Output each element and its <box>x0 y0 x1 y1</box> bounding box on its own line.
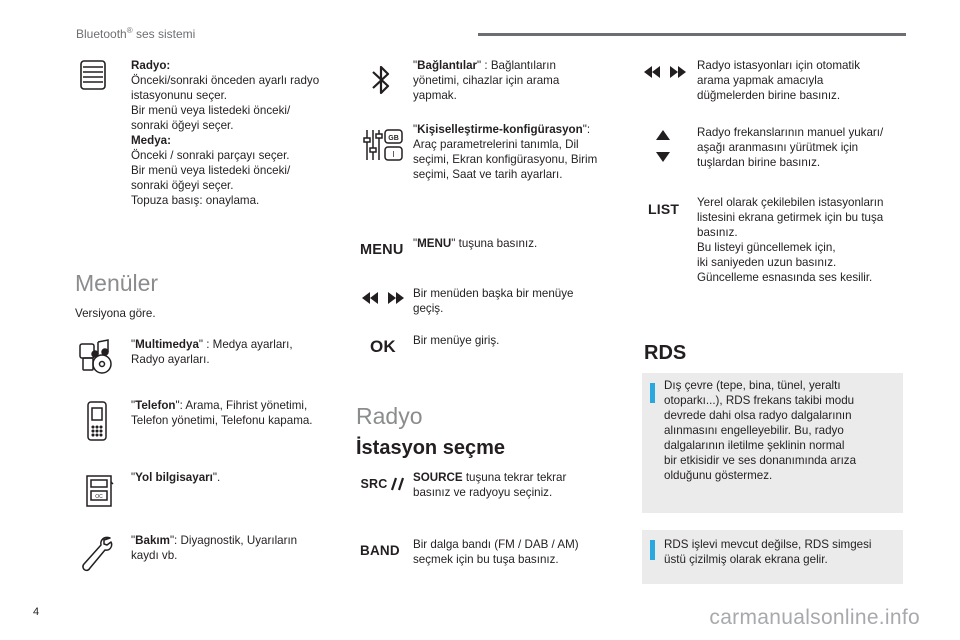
header-rule <box>478 33 906 36</box>
seek-arrows-icon <box>644 64 686 80</box>
trip-computer-description: "Yol bilgisayarı". <box>131 471 221 484</box>
personalization-description: "Kişiselleştirme-konfigürasyon": Araç parametrelerini tanımla, Dil seçimi, Ekran konfigürasyonu, Birim seçimi, Saat ve tarih ayarları. <box>413 123 598 181</box>
section-title-rest: ses sistemi <box>132 27 196 41</box>
ok-description: Bir menüye giriş. <box>413 334 500 347</box>
band-button-icon: BAND <box>360 543 400 558</box>
trip-computer-icon <box>84 472 114 510</box>
media-label: Medya: <box>131 134 171 147</box>
rds-unavailable-box <box>642 530 903 584</box>
source-description <box>413 470 613 500</box>
svg-text:OC: OC <box>95 494 103 500</box>
source-text: tuşuna tekrar tekrar basınız ve radyoyu seçiniz. <box>413 471 567 499</box>
ok-button-icon: OK <box>370 337 396 356</box>
rds-info-text: Dış çevre (tepe, bina, tünel, yeraltı otoparkı...), RDS frekans takibi modu devrede dahi olsa radyo dalgalarının alınmasını engelleyebilir. Bu, radyo dalgalarının iletilme şeklinin normal bir etkisidir ve ses donanımında arıza olduğunu göstermez. <box>664 379 857 482</box>
media-text: Önceki / sonraki parçayı seçer. Bir menü veya listedeki önceki/ sonraki öğeyi seçer. Topuza basış: onaylama. <box>131 149 291 207</box>
phone-description: "Telefon": Arama, Fihrist yönetimi, Telefon yönetimi, Telefonu kapama. <box>131 399 313 427</box>
menu-switch-description: Bir menüden başka bir menüye geçiş. <box>413 287 574 315</box>
info-icon <box>650 540 655 560</box>
up-down-arrows-icon <box>654 128 672 164</box>
station-select-heading: İstasyon seçme <box>356 437 505 459</box>
src-label: SRC <box>360 477 388 491</box>
src-button-icon <box>360 476 406 492</box>
section-title <box>76 26 195 41</box>
auto-search-description: Radyo istasyonları için otomatik arama yapmak amacıyla düğmelerden birine basınız. <box>697 59 861 102</box>
radio-heading: Radyo <box>356 403 423 429</box>
list-lines-icon <box>80 58 106 92</box>
bluetooth-icon <box>370 62 392 98</box>
menu-description: "MENU" tuşuna basınız. <box>413 237 538 250</box>
svg-text:GB: GB <box>388 135 399 142</box>
yol-text: ". <box>212 471 221 484</box>
list-button-icon: LIST <box>648 201 680 217</box>
multimedia-text: " : Medya ayarları, Radyo ayarları. <box>131 338 293 366</box>
radio-media-description <box>131 58 341 208</box>
radio-label: Radyo: <box>131 59 171 72</box>
multimedia-description: "Multimedya" : Medya ayarları, Radyo ayarları. <box>131 338 293 366</box>
source-bold: SOURCE <box>413 471 463 484</box>
registered-mark: ® <box>126 26 133 35</box>
src-slashes-icon <box>390 477 406 491</box>
phone-icon <box>86 400 108 442</box>
baglanti-text: " : Bağlantıların yönetimi, cihazlar için arama yapmak. <box>413 59 560 102</box>
info-icon <box>650 383 655 403</box>
menu-bold: MENU <box>417 237 452 250</box>
multimedia-bold: Multimedya <box>135 338 199 351</box>
connections-description: "Bağlantılar" : Bağlantıların yönetimi, cihazlar için arama yapmak. <box>413 59 560 102</box>
menus-subtitle: Versiyona göre. <box>75 307 156 320</box>
radio-text: Önceki/sonraki önceden ayarlı radyo istasyonunu seçer. Bir menü veya listedeki önceki/ sonraki öğeyi seçer. <box>131 74 320 132</box>
band-description: Bir dalga bandı (FM / DAB / AM) seçmek için bu tuşa basınız. <box>413 538 579 566</box>
settings-config-icon <box>362 126 404 164</box>
svg-text:I: I <box>392 150 395 159</box>
rds-info-box <box>642 373 903 513</box>
page-number: 4 <box>33 606 40 618</box>
menus-heading: Menüler <box>75 270 159 296</box>
bakim-bold: Bakım <box>135 534 170 547</box>
manual-search-description: Radyo frekanslarının manuel yukarı/ aşağı aranmasını yürütmek için tuşlardan birine basınız. <box>697 126 884 169</box>
rds-unavailable-text: RDS işlevi mevcut değilse, RDS simgesi üstü çizilmiş olarak ekrana gelir. <box>664 538 872 566</box>
rds-heading: RDS <box>644 342 687 364</box>
multimedia-icon <box>78 338 116 374</box>
section-title-main: Bluetooth <box>76 27 127 41</box>
list-description: Yerel olarak çekilebilen istasyonların listesini ekrana getirmek için bu tuşa basınız. Bu listeyi güncellemek için, iki saniyeden uzun basınız. Güncelleme esnasında ses kesilir. <box>697 196 884 284</box>
watermark: carmanualsonline.info <box>709 606 920 629</box>
yol-bold: Yol bilgisayarı <box>135 471 213 484</box>
wrench-icon <box>80 534 114 574</box>
bakim-text: ": Diyagnostik, Uyarıların kaydı vb. <box>131 534 298 562</box>
baglanti-bold: Bağlantılar <box>417 59 478 72</box>
maintenance-description: "Bakım": Diyagnostik, Uyarıların kaydı vb. <box>131 534 298 562</box>
menu-text: " tuşuna basınız. <box>451 237 538 250</box>
telefon-text: ": Arama, Fihrist yönetimi, Telefon yönetimi, Telefonu kapama. <box>131 399 313 427</box>
left-right-arrows-icon <box>362 290 404 306</box>
telefon-bold: Telefon <box>135 399 176 412</box>
menu-button-icon: MENU <box>360 242 404 258</box>
kisisel-bold: Kişiselleştirme-konfigürasyon <box>417 123 583 136</box>
kisisel-text: ": Araç parametrelerini tanımla, Dil seçimi, Ekran konfigürasyonu, Birim seçimi, Saat ve tarih ayarları. <box>413 123 598 181</box>
